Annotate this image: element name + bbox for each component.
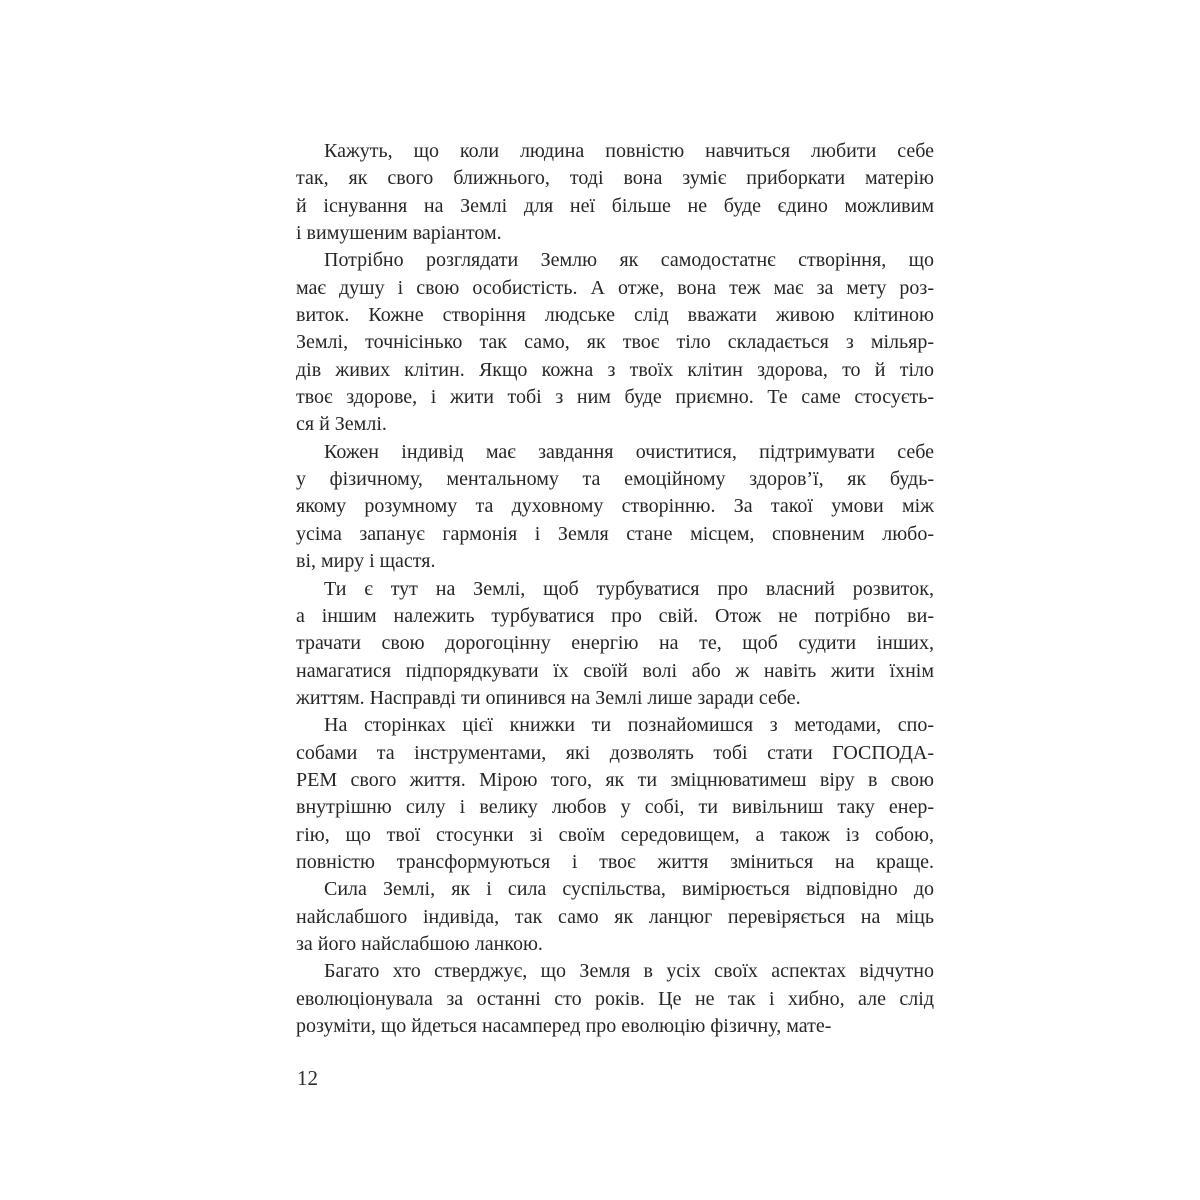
text-line: гію, що твої стосунки зі своїм середовищем, а також із собою, (296, 823, 934, 846)
text-line: виток. Кожне створіння людське слід вважати живою клітиною (296, 304, 934, 327)
text-line: й існування на Землі для неї більше не буде єдино можливим (296, 194, 934, 217)
text-line: у фізичному, ментальному та емоційному здоров’ї, як будь- (296, 468, 934, 491)
paragraph (296, 958, 934, 1040)
text-line: РЕМ свого життя. Мірою того, як ти зміцнюватимеш віру в свою (296, 768, 934, 791)
text-line: так, як свого ближнього, тоді вона зуміє приборкати матерію (296, 167, 934, 190)
text-line: Кажуть, що коли людина повністю навчиться любити себе (324, 140, 934, 162)
text-line: і вимушеним варіантом. (296, 222, 502, 245)
text-line: твоє здорове, і жити тобі з ним буде приємно. Те саме стосуєть- (296, 386, 934, 409)
text-line: еволюціонувала за останні сто років. Це не так і хибно, але слід (296, 987, 934, 1010)
text-line: ві, миру і щастя. (296, 550, 436, 573)
text-line: На сторінках цієї книжки ти познайомишся з методами, спо- (324, 714, 934, 737)
text-line: розуміти, що йдеться насамперед про еволюцію фізичну, мате- (296, 1015, 832, 1037)
paragraph (296, 712, 934, 876)
text-line: Землі, точнісінько так само, як твоє тіло складається з мільяр- (296, 331, 934, 354)
text-line: повністю трансформуються і твоє життя зміниться на краще. (296, 850, 934, 873)
text-line: а іншим належить турбуватися про свій. Отож не потрібно ви- (296, 604, 934, 627)
text-line: якому розумному та духовному створінню. За такої умови між (296, 495, 934, 518)
text-line: найслабшого індивіда, так само як ланцюг перевіряється на міць (296, 905, 934, 928)
text-line: Сила Землі, як і сила суспільства, вимірюється відповідно до (324, 878, 934, 901)
text-line: трачати свою дорогоцінну енергію на те, щоб судити інших, (296, 632, 934, 655)
text-line: ся й Землі. (296, 413, 387, 436)
text-line: собами та інструментами, які дозволять тобі стати ГОСПОДА- (296, 741, 934, 764)
paragraph (296, 247, 934, 438)
paragraph (296, 439, 934, 576)
text-line: Потрібно розглядати Землю як самодостатнє створіння, що (324, 249, 934, 272)
text-line: Ти є тут на Землі, щоб турбуватися про власний розвиток, (324, 577, 934, 600)
paragraph (296, 876, 934, 958)
paragraph (296, 576, 934, 713)
text-line: за його найслабшою ланкою. (296, 932, 543, 955)
text-line: Багато хто стверджує, що Земля в усіх своїх аспектах відчутно (324, 960, 934, 983)
text-line: життям. Насправді ти опинився на Землі лише заради себе. (296, 686, 801, 709)
text-line: намагатися підпорядкувати їх своїй волі або ж навіть жити їхнім (296, 659, 934, 682)
text-line: внутрішню силу і велику любов у собі, ти вивільниш таку енер- (296, 796, 934, 819)
text-line: має душу і свою особистість. А отже, вона теж має за мету роз- (296, 276, 934, 299)
text-line: Кожен індивід має завдання очиститися, підтримувати себе (324, 440, 934, 463)
page-text (296, 138, 934, 1040)
page-number: 12 (297, 1066, 318, 1090)
paragraph (296, 138, 934, 247)
text-line: дів живих клітин. Якщо кожна з твоїх клітин здорова, то й тіло (296, 358, 934, 381)
text-line: усіма запанує гармонія і Земля стане місцем, сповненим любо- (296, 522, 934, 545)
